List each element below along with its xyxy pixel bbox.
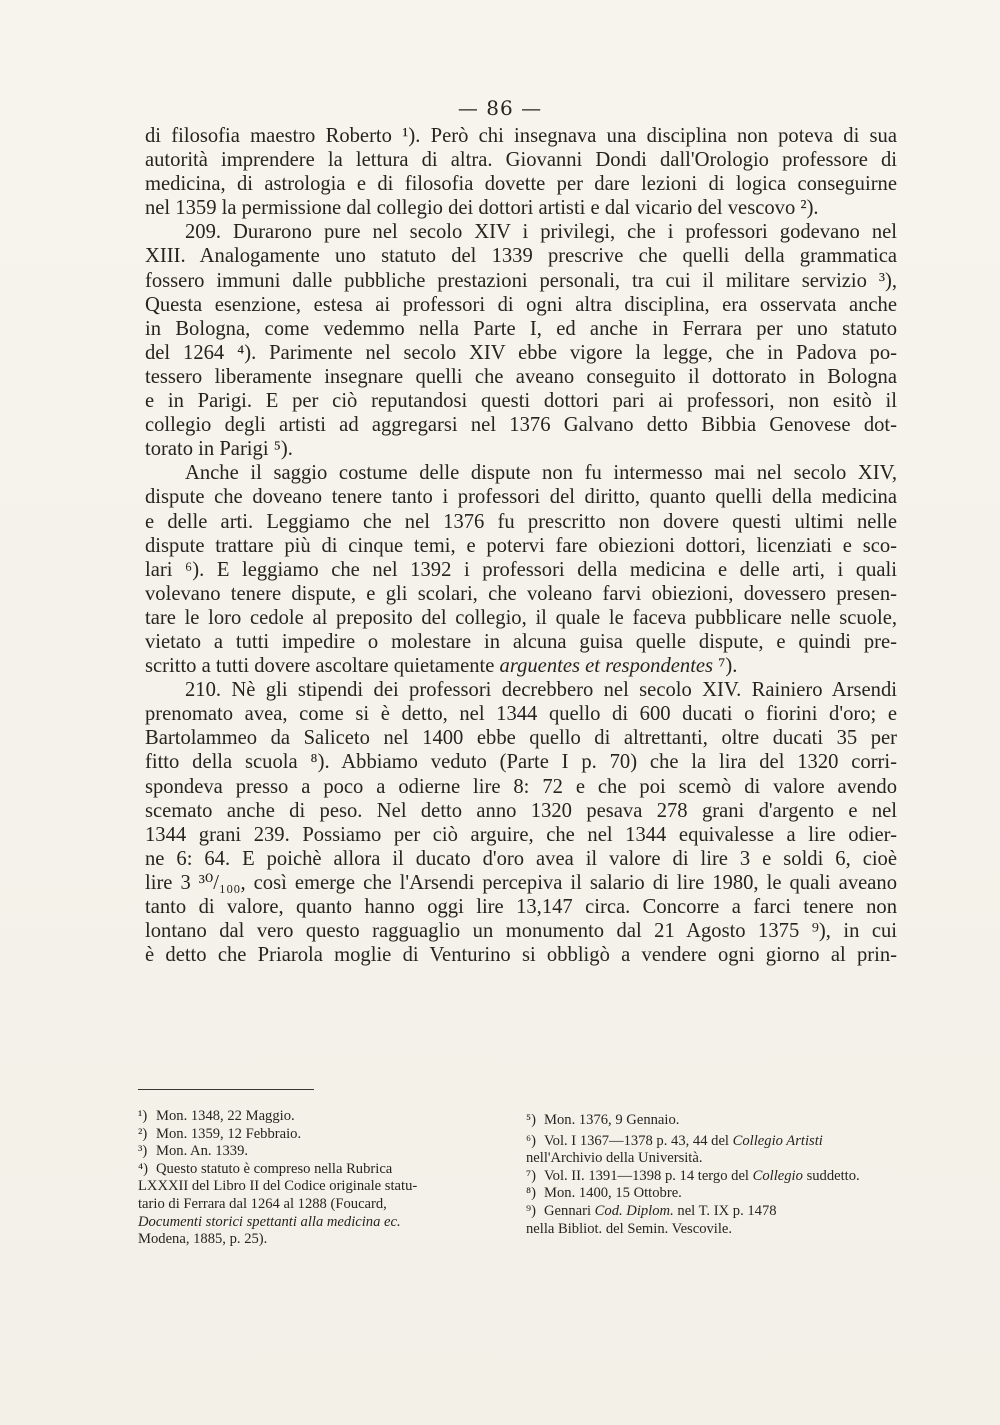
text-line: Questa esenzione, estesa ai professori di ogni altra disciplina, era osservata anche <box>145 293 897 316</box>
footnote <box>138 1143 488 1161</box>
text-line: prenomato avea, come si è detto, nel 1344 quello di 600 ducati o fiorini d'oro; e <box>145 703 897 726</box>
text-line: tanto di valore, quanto hanno oggi lire 13,147 circa. Concorre a farci tenere non <box>145 896 897 918</box>
italic-phrase: arguentes et respondentes <box>499 655 714 678</box>
footnote-text: Questo statuto è compreso nella Rubrica <box>156 1160 393 1177</box>
footnote <box>526 1133 898 1151</box>
text-line: nel 1359 la permissione dal collegio dei dottori artisti e dal vicario del vescovo ²). <box>145 197 819 220</box>
footnote-text: Mon. 1348, 22 Maggio. <box>156 1108 295 1124</box>
footnote-mark: ⁴) <box>138 1160 148 1177</box>
footnote-continuation: nell'Archivio della Università. <box>526 1150 703 1167</box>
text-line: Bartolammeo da Saliceto nel 1400 ebbe quello di altrettanti, oltre ducati 35 per <box>145 727 897 750</box>
text-line: medicina, di astrologia e di filosofia dovette per dare lezioni di logica conseguirne <box>145 173 897 196</box>
footnote-divider <box>138 1089 314 1090</box>
text-line: vietato a tutti impedire o molestare in alcuna guisa quelle dispute, e quindi pre- <box>145 630 897 653</box>
text-line: di filosofia maestro Roberto ¹). Però chi insegnava una disciplina non poteva di sua <box>145 125 897 147</box>
footnote-continuation: tario di Ferrara dal 1264 al 1288 (Foucard, <box>138 1195 387 1212</box>
footnote-ref: ⁷). <box>718 655 738 678</box>
text-line: lari ⁶). E leggiamo che nel 1392 i professori della medicina e delle arti, i quali <box>145 558 897 581</box>
footnote-mark: ⁹) <box>526 1202 536 1219</box>
body-text <box>145 124 897 967</box>
text-line: spondeva presso a poco a odierne lire 8: 72 e che poi scemò di valore avendo <box>145 775 897 798</box>
text-line: scemato anche di peso. Nel detto anno 1320 pesava 278 grani d'argento e nel <box>145 799 897 822</box>
footnote <box>526 1112 898 1130</box>
footnote-mark: ²) <box>138 1125 148 1142</box>
footnote-continuation: nella Bibliot. del Semin. Vescovile. <box>526 1220 733 1237</box>
text-line: è detto che Priarola moglie di Venturino si obbligò a vendere ogni giorno al prin- <box>145 944 897 967</box>
text-line: tare le loro cedole al preposito del collegio, il quale le faceva pubblicare nelle scuole, <box>145 606 897 629</box>
text-line: in Bologna, come vedemmo nella Parte I, ed anche in Ferrara per uno statuto <box>145 317 897 340</box>
footnote-text: Mon. An. 1339. <box>156 1143 249 1160</box>
footnote-mark: ⁶) <box>526 1132 536 1149</box>
text-line: lontano dal vero questo ragguaglio un monumento dal 21 Agosto 1375 ⁹), in cui <box>145 920 897 943</box>
text-line <box>145 654 897 678</box>
text-line: XIII. Analogamente uno statuto del 1339 prescrive che quelli della grammatica <box>145 245 897 268</box>
footnotes-right-column <box>526 1112 898 1238</box>
footnote-text: nel T. IX p. 1478 <box>677 1202 777 1219</box>
footnote-text: Vol. II. 1391—1398 p. 14 tergo del <box>544 1167 749 1184</box>
text-line: ne 6: 64. E poichè allora il ducato d'oro avea il valore di lire 3 e soldi 6, cioè <box>145 847 897 870</box>
footnote-continuation: Modena, 1885, p. 25). <box>138 1231 268 1248</box>
footnote-text: Mon. 1376, 9 Gennaio. <box>544 1112 680 1128</box>
text-line: e in Parigi. E per ciò reputandosi questi dottori pari ai professori, non esitò il <box>145 390 897 413</box>
footnote-continuation: Documenti storici spettanti alla medicina ec. <box>138 1213 401 1230</box>
footnote-mark: ⁷) <box>526 1167 536 1184</box>
text-line: tessero liberamente insegnare quelli che aveano conseguito il dottorato in Bologna <box>145 365 897 388</box>
footnote-text: suddetto. <box>806 1167 860 1184</box>
footnote <box>138 1126 488 1144</box>
footnote <box>526 1203 898 1221</box>
footnote-mark: ³) <box>138 1143 148 1160</box>
text-line: 1344 grani 239. Possiamo per ciò arguire, che nel 1344 equivalesse a lire odier- <box>145 823 897 846</box>
text-line: lire 3 ³⁰/₁₀₀, così emerge che l'Arsendi percepiva il salario di lire 1980, le quali aveano <box>145 871 897 894</box>
footnote-text: Mon. 1359, 12 Febbraio. <box>156 1125 302 1142</box>
text-line: fossero immuni dalle pubbliche prestazioni personali, tra cui il militare servizio ³), <box>145 269 897 292</box>
footnote-text: Vol. I 1367—1378 p. 43, 44 del <box>544 1132 729 1149</box>
text-line: dispute trattare più di cinque temi, e potervi fare obiezioni dottori, licenziati e sco- <box>145 534 897 557</box>
text-fragment: scritto a tutti dovere ascoltare quietamente <box>145 655 495 678</box>
footnote <box>526 1185 898 1203</box>
footnote-mark: ⁵) <box>526 1112 536 1128</box>
footnote-mark: ⁸) <box>526 1185 536 1202</box>
text-line: 210. Nè gli stipendi dei professori decrebbero nel secolo XIV. Rainiero Arsendi <box>185 679 897 702</box>
footnote-italic: Collegio <box>752 1167 803 1184</box>
text-line: torato in Parigi ⁵). <box>145 438 293 461</box>
text-line: Anche il saggio costume delle dispute non fu intermesso mai nel secolo XIV, <box>185 462 897 485</box>
text-line: e delle arti. Leggiamo che nel 1376 fu prescritto non dovere questi ultimi nelle <box>145 510 897 533</box>
footnote-continuation: LXXXII del Libro II del Codice originale statu- <box>138 1178 418 1195</box>
footnotes-left-column <box>138 1108 488 1249</box>
text-line: autorità imprendere la lettura di altra. Giovanni Dondi dall'Orologio professore di <box>145 149 897 172</box>
footnote <box>138 1108 488 1126</box>
text-line: 209. Durarono pure nel secolo XIV i privilegi, che i professori godevano nel <box>185 221 897 244</box>
text-line: collegio degli artisti ad aggregarsi nel 1376 Galvano detto Bibbia Genovese dot- <box>145 414 897 437</box>
text-line: volevano tenere dispute, e gli scolari, che voleano farvi obiezioni, dovessero presen- <box>145 582 897 605</box>
text-line: dispute che doveano tenere tanto i professori del diritto, quanto quelli della medicina <box>145 486 897 509</box>
footnote-text: Mon. 1400, 15 Ottobre. <box>544 1185 682 1202</box>
footnote <box>138 1161 488 1179</box>
text-line: del 1264 ⁴). Parimente nel secolo XIV ebbe vigore la legge, che in Padova po- <box>145 341 897 364</box>
text-line: fitto della scuola ⁸). Abbiamo veduto (Parte I p. 70) che la lira del 1320 corri- <box>145 751 897 774</box>
footnote <box>526 1168 898 1186</box>
footnote-italic: Cod. Diplom. <box>594 1202 674 1219</box>
page-number: — 86 — <box>457 96 543 120</box>
footnote-italic: Collegio Artisti <box>732 1132 823 1149</box>
footnote-text: Gennari <box>544 1202 592 1219</box>
footnote-mark: ¹) <box>138 1108 148 1124</box>
